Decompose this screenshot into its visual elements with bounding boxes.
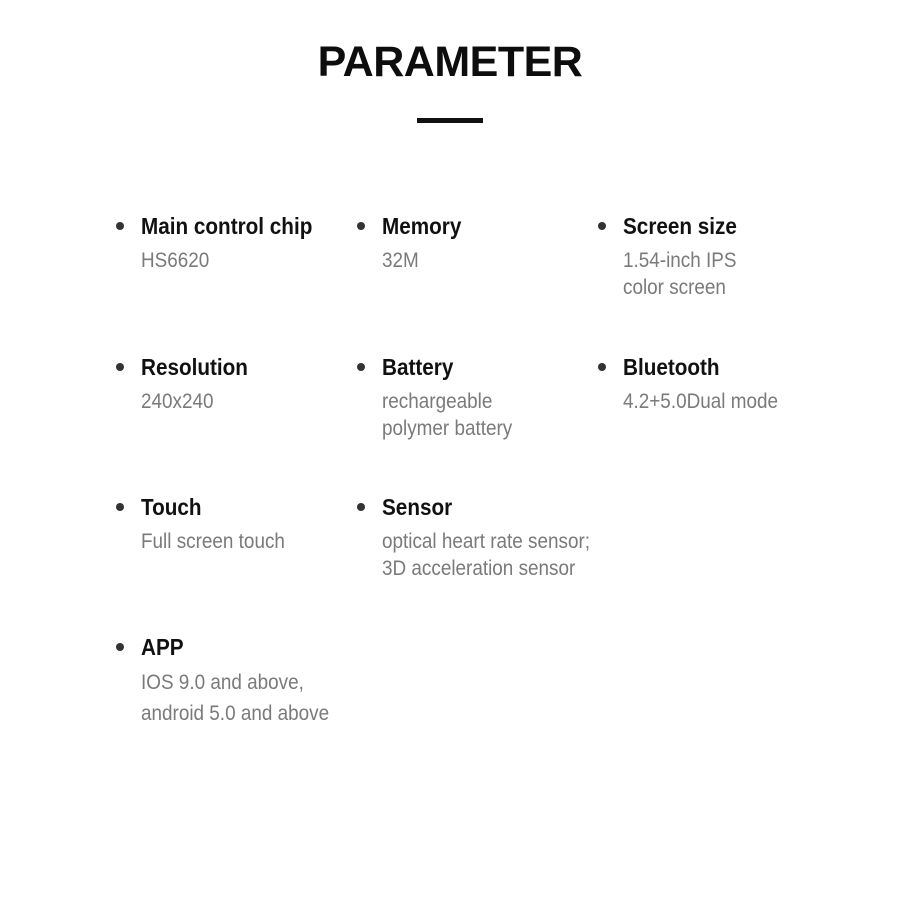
- param-label: Main control chip: [141, 213, 313, 239]
- param-value-line: color screen: [623, 276, 726, 299]
- bullet-icon: [357, 222, 365, 230]
- param-screen-size: [623, 212, 863, 301]
- param-value-line: optical heart rate sensor;: [382, 530, 591, 553]
- bullet-icon: [116, 643, 124, 651]
- param-value: [382, 528, 634, 582]
- param-value-line: 1.54-inch IPS: [623, 249, 737, 272]
- bullet-icon: [598, 363, 606, 371]
- param-label: Battery: [382, 354, 454, 380]
- page-title: PARAMETER: [317, 38, 583, 86]
- param-label: Memory: [382, 213, 462, 239]
- param-value-line: rechargeable: [382, 390, 493, 413]
- param-value-line: Full screen touch: [141, 530, 285, 553]
- param-value-line: IOS 9.0 and above,: [141, 671, 304, 694]
- param-touch: [141, 493, 381, 555]
- param-value: [141, 528, 357, 555]
- param-bluetooth: [623, 353, 863, 415]
- param-value: [141, 667, 357, 729]
- param-value-line: polymer battery: [382, 417, 513, 440]
- bullet-icon: [357, 363, 365, 371]
- param-value-line: HS6620: [141, 249, 210, 272]
- title-underline: [417, 118, 483, 123]
- param-value: [623, 247, 839, 301]
- param-value-line: 240x240: [141, 390, 214, 413]
- bullet-icon: [357, 503, 365, 511]
- param-value: [141, 388, 357, 415]
- param-memory: [382, 212, 622, 274]
- param-battery: [382, 353, 622, 442]
- param-value-line: 3D acceleration sensor: [382, 557, 576, 580]
- bullet-icon: [598, 222, 606, 230]
- param-label: Sensor: [382, 494, 453, 520]
- param-value-line: android 5.0 and above: [141, 702, 330, 725]
- bullet-icon: [116, 363, 124, 371]
- bullet-icon: [116, 503, 124, 511]
- param-value: [382, 247, 598, 274]
- param-value-line: 32M: [382, 249, 419, 272]
- param-resolution: [141, 353, 381, 415]
- param-value: [382, 388, 598, 442]
- param-label: Bluetooth: [623, 354, 720, 380]
- param-label: Touch: [141, 494, 202, 520]
- param-value-line: 4.2+5.0Dual mode: [623, 390, 778, 413]
- param-value: [141, 247, 357, 274]
- param-label: Screen size: [623, 213, 737, 239]
- param-label: Resolution: [141, 354, 248, 380]
- param-app: [141, 633, 381, 729]
- bullet-icon: [116, 222, 124, 230]
- param-sensor: [382, 493, 662, 582]
- param-label: APP: [141, 634, 184, 660]
- param-main-control-chip: [141, 212, 381, 274]
- param-value: [623, 388, 839, 415]
